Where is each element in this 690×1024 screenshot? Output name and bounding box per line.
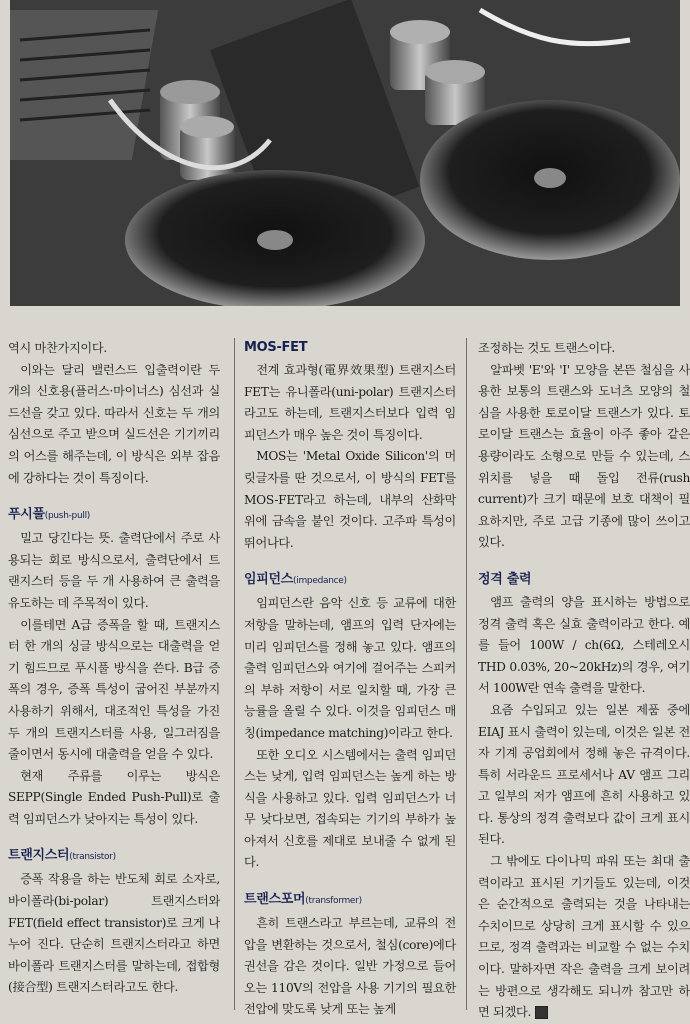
paragraph: 조정하는 것도 트랜스이다. — [478, 341, 615, 355]
article-column-1 — [8, 338, 220, 999]
paragraph: 밀고 당긴다는 뜻. 출력단에서 주로 사용되는 회로 방식으로서, 출력단에서 트랜지스터 등을 두 개 사용하여 큰 출력을 유도하는 데 주목적이 있다. — [8, 531, 220, 610]
section-heading-pushpull: 푸시풀(push-pull) — [8, 507, 90, 523]
article-column-3 — [478, 338, 690, 1024]
paragraph: 이를테면 A급 증폭을 할 때, 트랜지스터 한 개의 싱글 방식으로는 대출력을 얻기 힘드므로 푸시풀 방식을 쓴다. B급 증폭의 경우, 증폭 특성이 굽어진 부분까지 사용하기 위해서, 대조적인 특성을 가진 두 개의 트랜지스터를 사용, 일그러짐을 줄이면서 동시에 대출력을 얻을 수 있다. — [8, 617, 220, 762]
paragraph: 전계 효과형(電界效果型) 트랜지스터 FET는 유니폴라(uni-polar) 트랜지스터라고도 하는데, 트랜지스터보다 입력 임피던스가 매우 높은 것이 특징이다. — [244, 363, 456, 442]
paragraph: 역시 마찬가지이다. — [8, 341, 107, 355]
article-column-2 — [244, 338, 456, 1021]
column-divider — [234, 338, 235, 1010]
paragraph: 이와는 달리 밸런스드 입출력이란 두 개의 신호용(플러스·마이너스) 심선과 실드선을 갖고 있다. 따라서 신호는 두 개의 심선으로 주고 받으며 실드선은 기기끼리의 어스를 해주는데, 이 방식은 외부 잡음에 강하다는 것이 특징이다. — [8, 362, 220, 485]
section-heading-transistor: 트랜지스터(transistor) — [8, 848, 116, 864]
amplifier-interior-photo — [10, 0, 680, 306]
section-heading-rated-output: 정격 출력 — [478, 571, 532, 587]
column-divider — [466, 338, 467, 1010]
paragraph: 현재 주류를 이루는 방식은 SEPP(Single Ended Push-Pull)로 출력 임피던스가 낮아지는 특성이 있다. — [8, 768, 220, 826]
section-heading-mosfet: MOS-FET — [244, 340, 308, 355]
photo-illustration — [10, 0, 680, 306]
section-heading-impedance: 임피던스(impedance) — [244, 572, 347, 588]
paragraph: 알파벳 'E'와 'I' 모양을 본뜬 철심을 사용한 보통의 트랜스와 도너츠 모양의 철심을 사용한 토로이달 트랜스가 있다. 토로이달 트랜스는 효율이 아주 좋아 같은 용량이라도 소형으로 만들 수 있는데, 스위치를 넣을 때 돌입 전류(rush current)가 크기 때문에 보호 대책이 필요하지만, 주로 고급 기종에 많이 쓰이고 있다. — [478, 362, 690, 550]
paragraph: 흔히 트랜스라고 부르는데, 교류의 전압을 변환하는 것으로서, 철심(core)에다 권선을 감은 것이다. 일반 가정으로 들어오는 110V의 전압을 사용 기기의 필요한 전압에 맞도록 낮게 또는 높게 — [244, 916, 456, 1017]
paragraph: 증폭 작용을 하는 반도체 회로 소자로, 바이폴라(bi-polar) 트랜지스터와 FET(field effect transistor)로 크게 나누어 진다. 단순히 트랜지스터라고 하면 바이폴라 트랜지스터를 말하는데, 접합형(接合型) 트랜지스터라고도 한다. — [8, 872, 220, 995]
end-mark-icon — [535, 1006, 548, 1019]
section-heading-transformer: 트랜스포머(transformer) — [244, 892, 362, 908]
paragraph — [478, 851, 690, 1024]
paragraph: 앰프 출력의 양을 표시하는 방법으로 정격 출력 혹은 실효 출력이라고 한다. 예를 들어 100W / ch(6Ω, 스테레오시 THD 0.03%, 20~20kHz)의 경우, 여기서 100W란 연속 출력을 말한다. — [478, 594, 690, 696]
paragraph: 요즘 수입되고 있는 일본 제품 중에 EIAJ 표시 출력이 있는데, 이것은 일본 전자 기계 공업회에서 정해 놓은 규격이다. 특히 서라운드 프로세서나 AV 앰프 그리고 일부의 저가 앰프에 흔히 사용하고 있다. 통상의 정격 출력보다 값이 크게 표시된다. — [478, 702, 690, 847]
paragraph: 임피던스란 음악 신호 등 교류에 대한 저항을 말하는데, 앰프의 입력 단자에는 미리 임피던스를 정해 놓고 있다. 앰프의 출력 임피던스와 여기에 걸어주는 스피커의 부하 저항이 서로 일치할 때, 가장 큰 능률을 올릴 수 있다. 이것을 임피던스 매칭(impedance matching)이라고 한다. — [244, 596, 456, 740]
paragraph: MOS는 'Metal Oxide Silicon'의 머릿글자를 딴 것으로서, 이 방식의 FET를 MOS-FET라고 하는데, 내부의 산화막 위에 금속을 붙인 것이다. 고주파 특성이 뛰어나다. — [244, 449, 456, 550]
paragraph: 또한 오디오 시스템에서는 출력 임피던스는 낮게, 입력 임피던스는 높게 하는 방식을 사용하고 있다. 입력 임피던스가 너무 낮다보면, 접속되는 기기의 부하가 높아져서 신호를 제대로 보내줄 수 없게 된다. — [244, 747, 456, 870]
paragraph-text: 그 밖에도 다이나믹 파워 또는 최대 출력이라고 표시된 기기들도 있는데, 이것은 순간적으로 출력되는 것을 나타내는 수치이므로 상당히 크게 표시할 수 있으므로, 정격 출력과는 비교할 수 없는 수치이다. 말하자면 작은 출력을 크게 보이려는 방편으로 생각해도 되니까 참고만 하면 되겠다. — [478, 854, 690, 1020]
